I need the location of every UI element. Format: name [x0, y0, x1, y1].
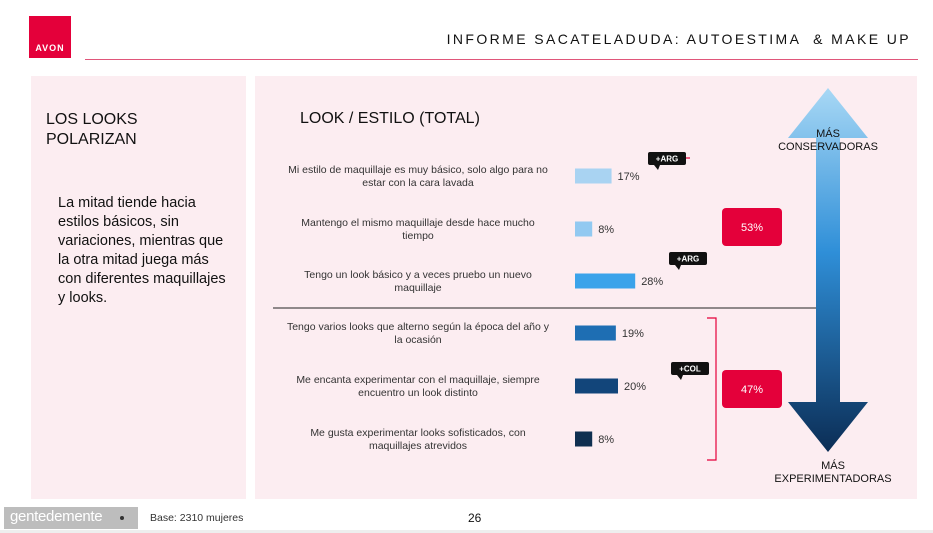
- group-total-label-1: 53%: [740, 222, 764, 234]
- logo-dot: [120, 516, 124, 520]
- category-label-2-line-2: tiempo: [402, 230, 434, 242]
- chart-title: LOOK / ESTILO (TOTAL): [300, 110, 480, 127]
- arrow-bottom-label-line-1: MÁS: [821, 460, 845, 472]
- bar-3: [575, 274, 635, 289]
- country-tag-text-1: +ARG: [655, 154, 679, 164]
- left-panel-body: La mitad tiende hacia estilos básicos, sin variaciones, mientras que la otra mitad juega más con diferentes maquillajes y looks.: [58, 195, 226, 306]
- country-tag-text-3: +ARG: [676, 254, 700, 264]
- bar-5: [575, 379, 618, 394]
- bar-6: [575, 432, 592, 447]
- category-label-4-line-1: Tengo varios looks que alterno según la época del año y: [286, 321, 550, 333]
- category-label-1-line-2: estar con la cara lavada: [362, 177, 474, 189]
- bar-2: [575, 222, 592, 237]
- report-title: INFORME SACATELADUDA: AUTOESTIMA & MAKE UP: [446, 31, 911, 47]
- bar-1: [575, 169, 612, 184]
- value-label-1: 17%: [617, 171, 640, 183]
- category-label-2-line-1: Mantengo el mismo maquillaje desde hace mucho: [301, 217, 535, 229]
- value-label-6: 8%: [598, 434, 615, 446]
- value-label-2: 8%: [598, 224, 615, 236]
- group-bracket-experimentadoras: [707, 318, 716, 460]
- category-label-5-line-1: Me encanta experimentar con el maquillaje, siempre: [296, 374, 540, 386]
- category-label-6-line-2: maquillajes atrevidos: [368, 440, 468, 452]
- country-tag-pointer-3: [675, 265, 681, 270]
- category-label-5-line-2: encuentro un look distinto: [358, 387, 478, 399]
- category-label-6-line-1: Me gusta experimentar looks sofisticados, con: [310, 427, 526, 439]
- category-label-3-line-1: Tengo un look básico y a veces pruebo un nuevo: [304, 269, 532, 281]
- base-note: Base: 2310 mujeres: [150, 512, 244, 524]
- arrow-top-label-line-1: MÁS: [816, 128, 840, 140]
- avon-logo-text: AVON: [35, 43, 65, 53]
- bar-chart: [255, 76, 917, 499]
- value-label-3: 28%: [641, 276, 664, 288]
- category-label-1-line-1: Mi estilo de maquillaje es muy básico, solo algo para no: [288, 164, 548, 176]
- group-total-label-2: 47%: [740, 384, 764, 396]
- value-label-4: 19%: [621, 328, 644, 340]
- gentedemente-logo-text: gentedemente: [10, 508, 103, 525]
- left-panel-title: LOS LOOKS POLARIZAN: [46, 111, 138, 148]
- category-label-4-line-2: la ocasión: [394, 334, 442, 346]
- page-number: 26: [468, 511, 482, 525]
- category-label-3-line-2: maquillaje: [394, 282, 442, 294]
- header-divider: [85, 59, 918, 60]
- arrow-top-label-line-2: CONSERVADORAS: [778, 141, 878, 153]
- bar-4: [575, 326, 616, 341]
- avon-logo: [29, 16, 71, 58]
- country-tag-text-5: +COL: [679, 364, 701, 374]
- country-tag-pointer-1: [654, 165, 660, 170]
- gentedemente-logo: [4, 507, 138, 529]
- country-tag-pointer-5: [677, 375, 683, 380]
- value-label-5: 20%: [624, 381, 647, 393]
- arrow-bottom-label-line-2: EXPERIMENTADORAS: [774, 473, 892, 485]
